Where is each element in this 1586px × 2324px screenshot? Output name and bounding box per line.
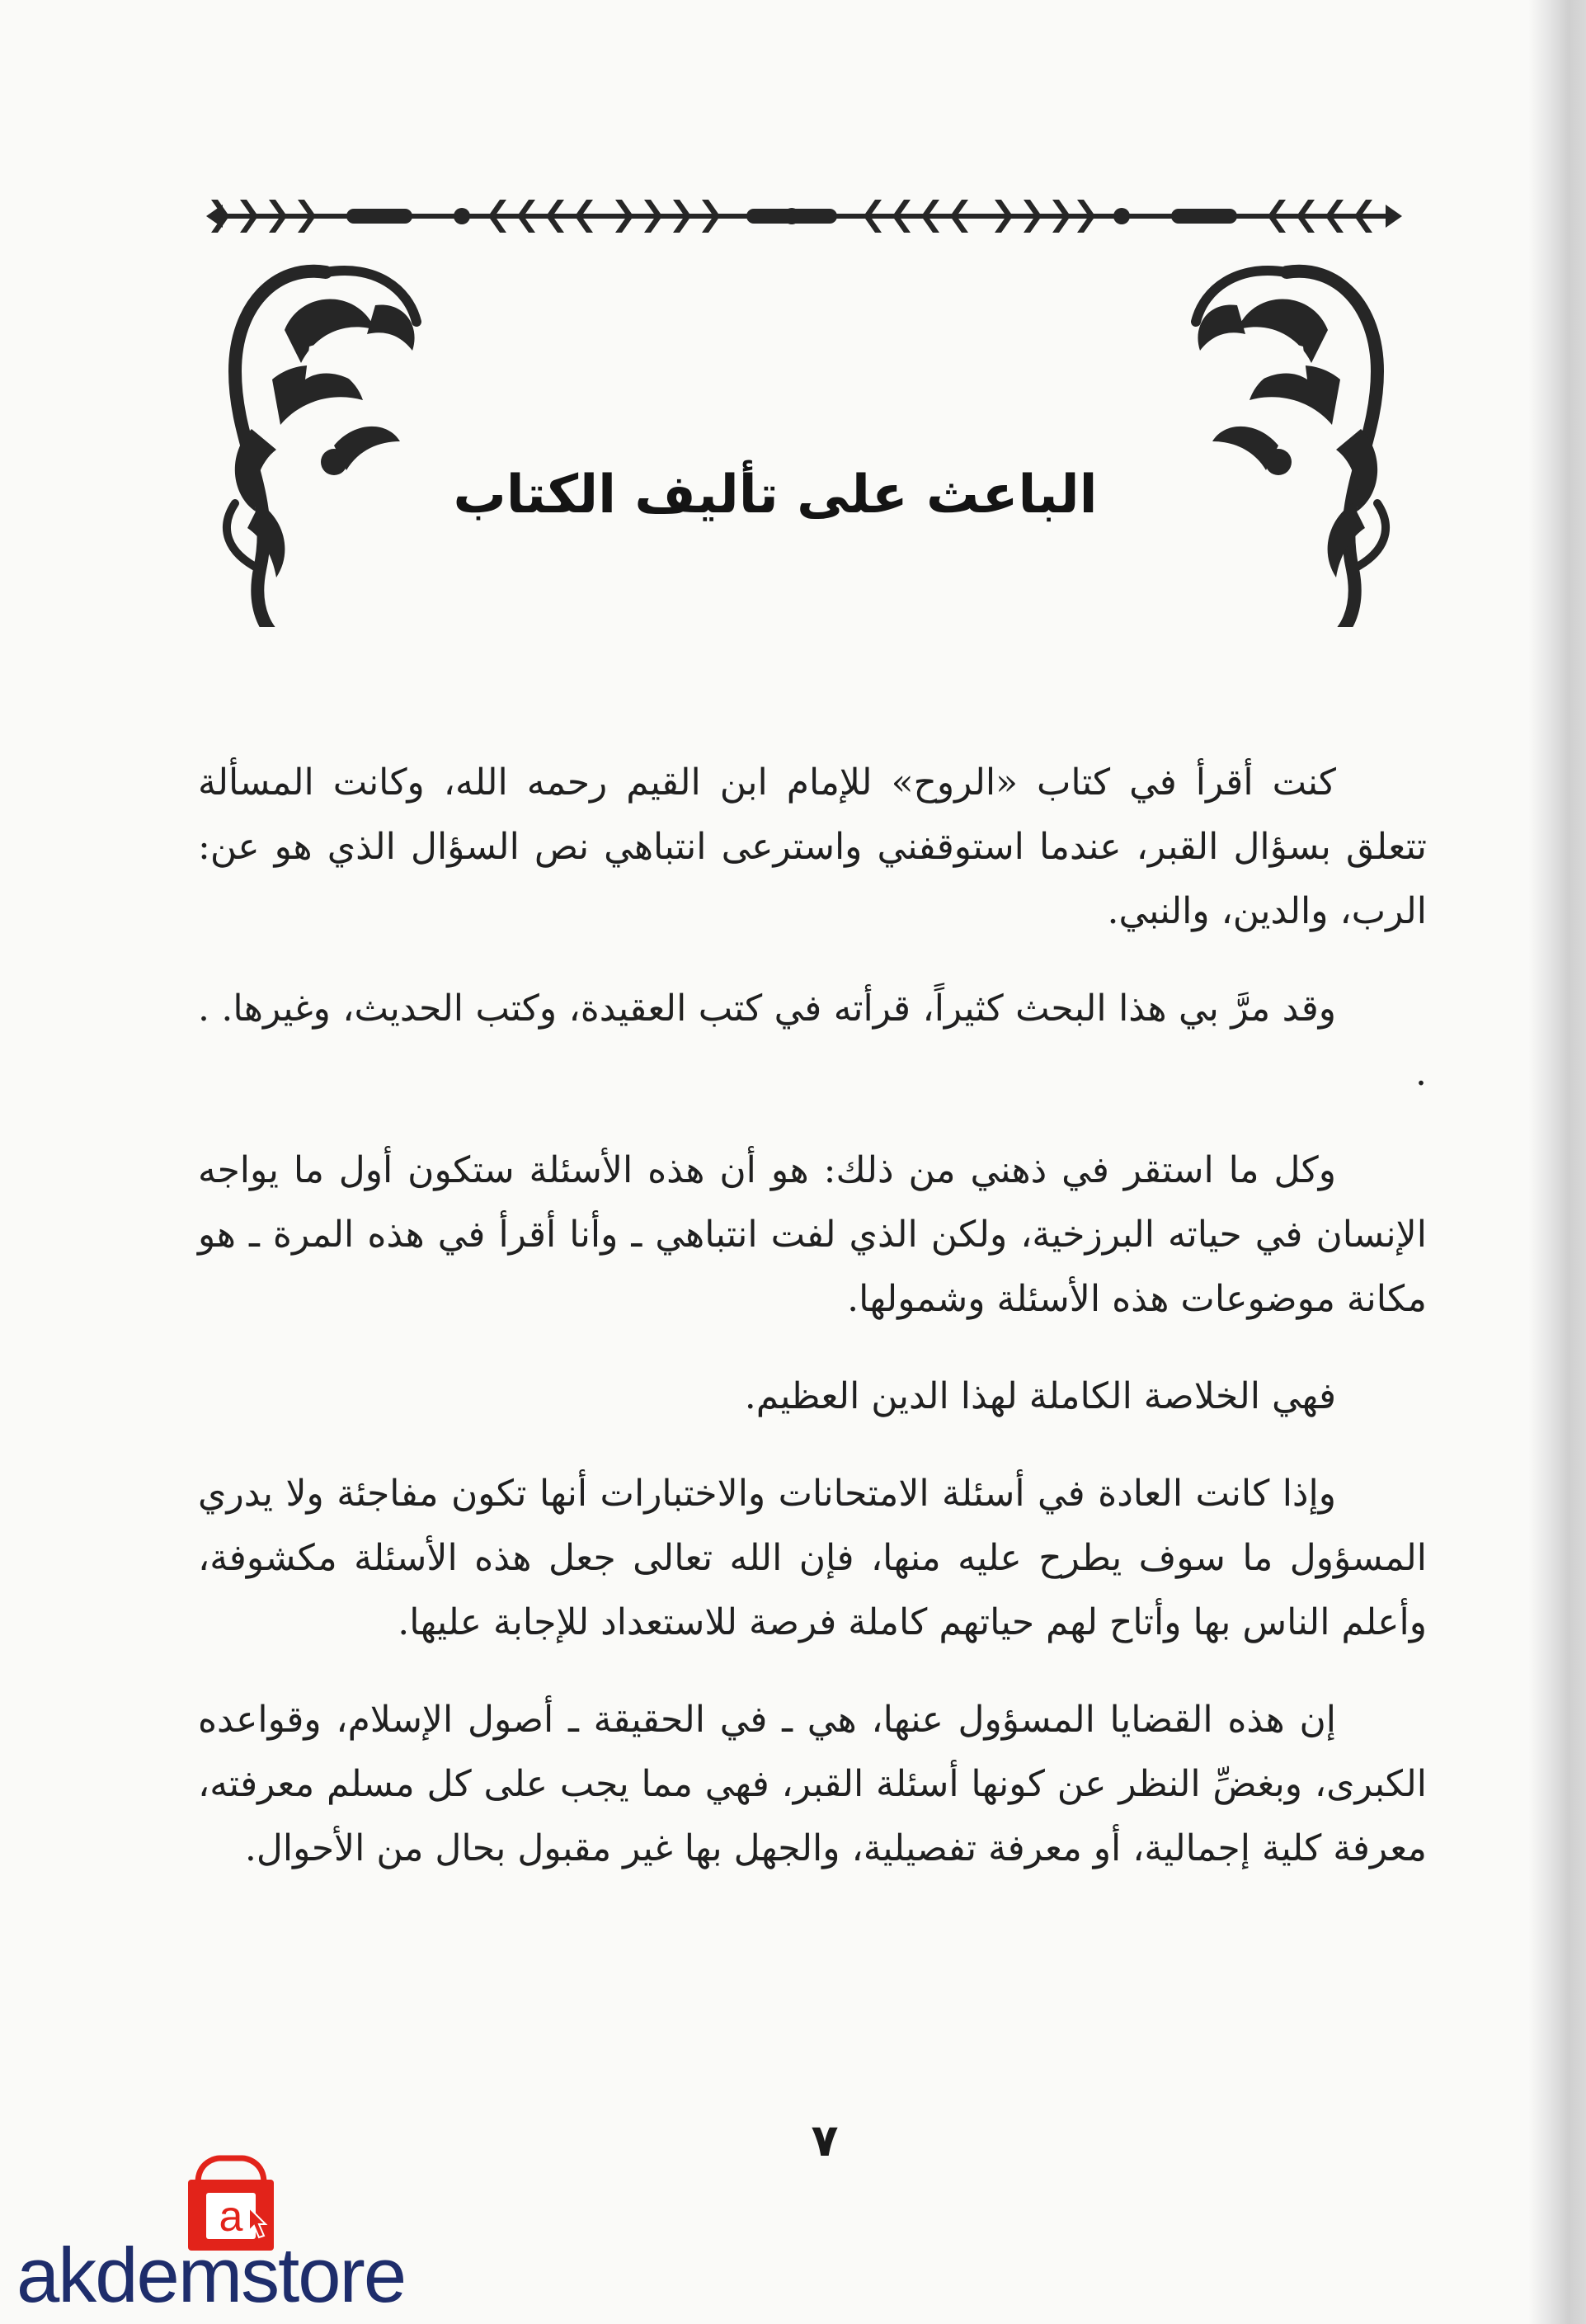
chapter-title: الباعث على تأليف الكتاب (453, 464, 1098, 526)
svg-text:a: a (219, 2193, 243, 2241)
paragraph: وقد مرَّ بي هذا البحث كثيراً، قرأته في كتب العقيدة، وكتب الحديث، وغيرها. . . (198, 988, 1427, 1094)
store-watermark-logo (16, 2145, 445, 2324)
body-text (198, 751, 1427, 1914)
paragraph: إن هذه القضايا المسؤول عنها، هي ـ في الحقيقة ـ أصول الإسلام، وقواعده الكبرى، وبغضِّ النظر عن كونها أسئلة القبر، فهي مما يجب على كل مسلم معرفته، معرفة كلية إجمالية، أو معرفة تفصيلية، والجهل بها غير مقبول بحال من الأحوال. (198, 1699, 1427, 1869)
page-number: ٧ (811, 2114, 839, 2166)
store-brand-name: akdemstore (16, 2232, 406, 2318)
paragraph: فهي الخلاصة الكاملة لهذا الدين العظيم. (744, 1375, 1336, 1417)
paragraph: كنت أقرأ في كتاب «الروح» للإمام ابن القيم رحمه الله، وكانت المسألة تتعلق بسؤال القبر، عندما استوقفني واسترعى انتباهي نص السؤال الذي هو عن: الرب، والدين، والنبي. (198, 761, 1427, 932)
paragraph: وإذا كانت العادة في أسئلة الامتحانات والاختبارات أنها تكون مفاجئة ولا يدري المسؤول ما سوف يطرح عليه منها، فإن الله تعالى جعل هذه الأسئلة مكشوفة، وأعلم الناس بها وأتاح لهم حياتهم كاملة فرصة للاستعداد للإجابة عليها. (198, 1473, 1427, 1643)
paragraph: وكل ما استقر في ذهني من ذلك: هو أن هذه الأسئلة ستكون أول ما يواجه الإنسان في حياته البرزخية، ولكن الذي لفت انتباهي ـ وأنا أقرأ في هذه المرة ـ هو مكانة موضوعات هذه الأسئلة وشمولها. (198, 1149, 1427, 1320)
